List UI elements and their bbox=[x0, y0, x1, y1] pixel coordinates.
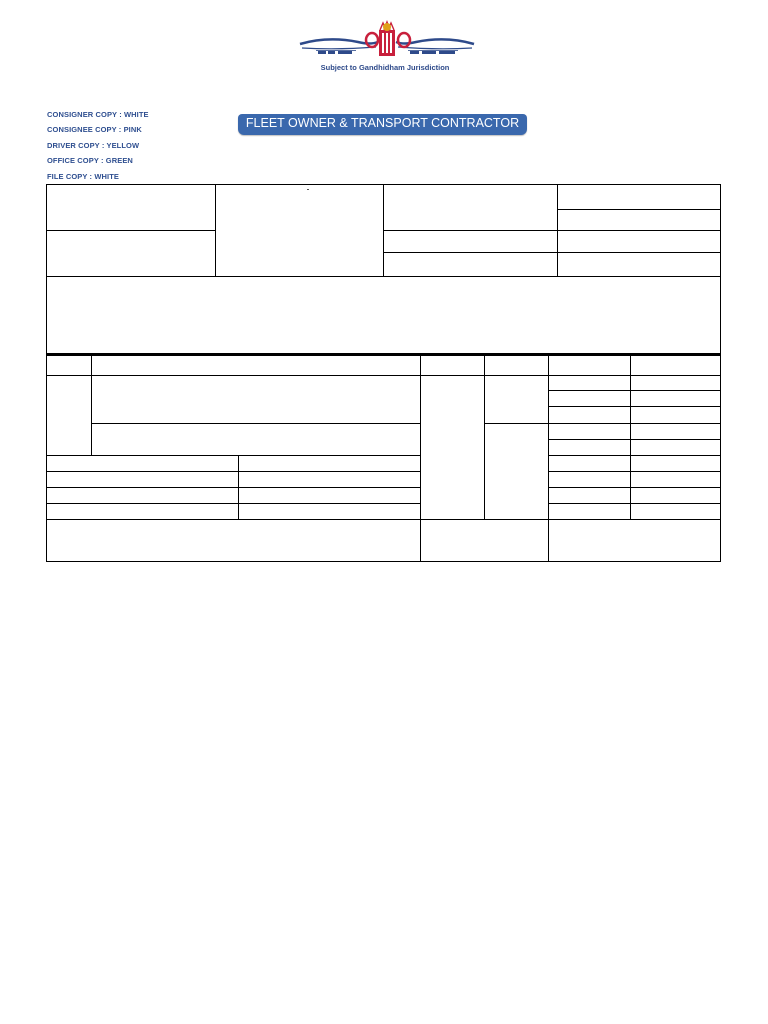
copy-color-list bbox=[47, 110, 149, 187]
company-logo bbox=[298, 20, 476, 60]
grid-line bbox=[548, 455, 721, 456]
copy-consignee: CONSIGNEE COPY : PINK bbox=[47, 125, 142, 135]
grid-line bbox=[548, 406, 721, 407]
grid-line bbox=[46, 487, 420, 488]
grid-line bbox=[46, 375, 721, 376]
grid-line bbox=[548, 439, 721, 440]
grid-line bbox=[548, 503, 721, 504]
grid-line bbox=[420, 354, 421, 562]
copy-driver: DRIVER COPY : YELLOW bbox=[47, 140, 140, 150]
grid-line bbox=[548, 390, 721, 391]
grid-line bbox=[46, 503, 420, 504]
grid-line bbox=[46, 519, 721, 520]
grid-line bbox=[630, 354, 631, 519]
table-header-rule bbox=[47, 353, 721, 356]
grid-line bbox=[557, 209, 721, 210]
jurisdiction-note: Subject to Gandhidham Jurisdiction bbox=[320, 63, 450, 72]
grid-line bbox=[46, 471, 420, 472]
grid-line bbox=[91, 455, 420, 456]
copy-file: FILE COPY : WHITE bbox=[47, 171, 119, 181]
grid-line bbox=[484, 354, 485, 519]
copy-consigner: CONSIGNER COPY : WHITE bbox=[47, 110, 149, 119]
grid-line bbox=[383, 252, 721, 253]
grid-line bbox=[548, 487, 721, 488]
grid-line bbox=[484, 423, 548, 424]
grid-line bbox=[46, 455, 92, 456]
title-banner: FLEET OWNER & TRANSPORT CONTRACTOR bbox=[238, 114, 527, 135]
grid-line bbox=[91, 423, 420, 424]
grid-line bbox=[383, 230, 721, 231]
grid-line bbox=[46, 276, 721, 277]
copy-office: OFFICE COPY : GREEN bbox=[47, 156, 133, 166]
grid-line bbox=[548, 423, 721, 424]
grid-line bbox=[46, 230, 216, 231]
grid-line bbox=[91, 354, 92, 455]
grid-line bbox=[548, 471, 721, 472]
grid-line bbox=[548, 354, 549, 562]
faint-mark bbox=[307, 189, 309, 190]
